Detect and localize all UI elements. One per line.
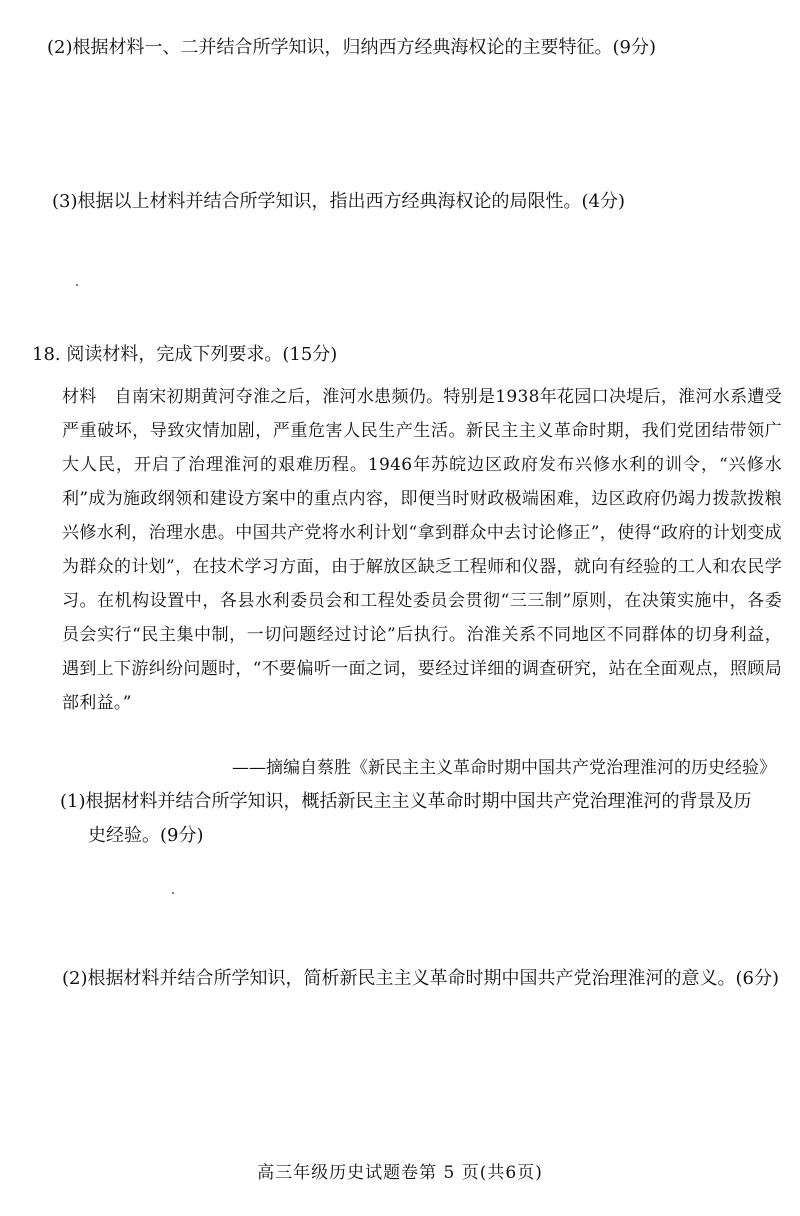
page-footer: 高三年级历史试题卷第 5 页(共6页) xyxy=(257,1163,543,1183)
scan-speck xyxy=(172,892,174,894)
question-18-part-2: (2)根据材料并结合所学知识，简析新民主主义革命时期中国共产党治理淮河的意义。(6分) xyxy=(62,968,779,989)
scan-speck xyxy=(76,284,78,286)
question-18-part-1 xyxy=(60,785,780,853)
material-source: ——摘编自蔡胜《新民主主义革命时期中国共产党治理淮河的历史经验》 xyxy=(232,758,776,778)
question-17-part-3: (3)根据以上材料并结合所学知识，指出西方经典海权论的局限性。(4分) xyxy=(52,191,625,212)
question-18-part-1-line-2: 史经验。(9分) xyxy=(88,825,204,846)
material-text: 自南宋初期黄河夺淮之后，淮河水患频仍。特别是1938年花园口决堤后，淮河水系遭受严重破坏，导致灾情加剧，严重危害人民生产生活。新民主主义革命时期，我们党团结带领广大人民，开启了治理淮河的艰难历程。1946年苏皖边区政府发布兴修水利的训令，“兴修水利”成为施政纲领和建设方案中的重点内容，即便当时财政极端困难，边区政府仍竭力拨款拨粮兴修水利，治理水患。中国共产党将水利计划“拿到群众中去讨论修正”，使得“政府的计划变成为群众的计划”，在技术学习方面，由于解放区缺乏工程师和仪器，就向有经验的工人和农民学习。在机构设置中，各县水利委员会和工程处委员会贯彻“三三制”原则，在决策实施中，各委员会实行“民主集中制，一切问题经过讨论”后执行。治淮关系不同地区不同群体的切身利益，遇到上下游纠纷问题时，“不要偏听一面之词，要经过详细的调查研究，站在全面观点，照顾局部利益。” xyxy=(62,387,782,713)
question-17-part-2: (2)根据材料一、二并结合所学知识，归纳西方经典海权论的主要特征。(9分) xyxy=(47,37,656,58)
question-18-part-1-line-1: (1)根据材料并结合所学知识，概括新民主主义革命时期中国共产党治理淮河的背景及历 xyxy=(60,791,752,812)
question-18-material xyxy=(62,380,782,720)
material-label: 材料 xyxy=(62,387,97,407)
question-18-heading: 18. 阅读材料，完成下列要求。(15分) xyxy=(32,344,338,365)
